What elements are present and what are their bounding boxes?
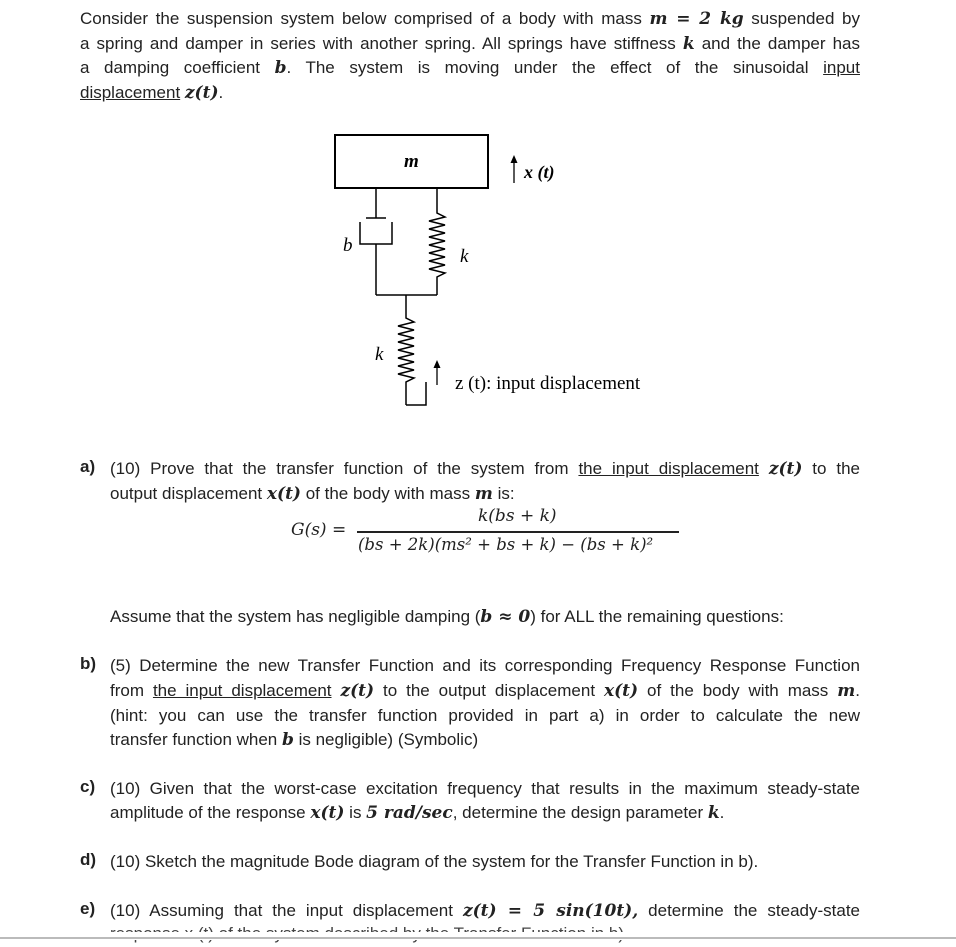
part-e-line-1: (10) Assuming that the input displacement z(t) = 5 sin(10t), determine the steady-state	[110, 901, 860, 921]
lower-spring	[398, 295, 414, 405]
tf-lhs: G(s) =	[291, 520, 347, 540]
x-label: x (t)	[524, 162, 555, 182]
assumption-line: Assume that the system has negligible damping (b ≈ 0) for ALL the remaining questions:	[110, 607, 784, 627]
intro-line-4: displacement z(t).	[80, 83, 224, 103]
mass-label: m	[404, 151, 419, 172]
page-bottom-edge	[0, 937, 956, 939]
lower-spring-label: k	[375, 344, 384, 365]
part-a-label: a)	[80, 457, 96, 476]
intro-line-3: a damping coefficient b. The system is moving under the effect of the sinusoidal input	[80, 58, 860, 78]
base-bracket	[406, 382, 426, 405]
part-c-line-1: (10) Given that the worst-case excitation frequency that results in the maximum steady-state	[110, 779, 860, 798]
x-arrow-head	[511, 155, 518, 163]
part-b-line-3: (hint: you can use the transfer function provided in part a) in order to calculate the new	[110, 706, 860, 725]
part-c-line-2: amplitude of the response x(t) is 5 rad/sec, determine the design parameter k.	[110, 803, 725, 823]
damper-cylinder	[360, 222, 392, 244]
intro-line-1: Consider the suspension system below comprised of a body with mass m = 2 kg suspended by	[80, 9, 860, 29]
tf-fraction-bar	[357, 531, 679, 533]
part-d-line-1: (10) Sketch the magnitude Bode diagram of the system for the Transfer Function in b).	[110, 852, 759, 871]
suspension-diagram	[0, 0, 956, 420]
z-arrow-head	[434, 360, 441, 368]
upper-spring	[429, 188, 445, 295]
part-e-label: e)	[80, 899, 96, 918]
part-d-label: d)	[80, 850, 97, 869]
part-b-line-1: (5) Determine the new Transfer Function and its corresponding Frequency Response Function	[110, 656, 860, 675]
upper-spring-label: k	[460, 246, 469, 267]
part-c-label: c)	[80, 777, 96, 796]
part-a-line-2: output displacement x(t) of the body with mass m is:	[110, 484, 515, 504]
mass-value: m = 2 kg	[649, 9, 744, 29]
part-b-line-4: transfer function when b is negligible) (Symbolic)	[110, 730, 479, 750]
damper-label: b	[343, 235, 353, 256]
tf-denominator: (bs + 2k)(ms² + bs + k) − (bs + k)²	[358, 535, 654, 554]
part-b-line-2: from the input displacement z(t) to the output displacement x(t) of the body with mass m.	[110, 681, 860, 701]
part-b-label: b)	[80, 654, 97, 673]
intro-line-2: a spring and damper in series with another spring. All springs have stiffness k and the damper has	[80, 34, 860, 54]
tf-numerator: k(bs + k)	[478, 506, 557, 526]
part-a-line-1: (10) Prove that the transfer function of the system from the input displacement z(t) to the	[110, 459, 861, 479]
z-label: z (t): input displacement	[455, 373, 641, 394]
